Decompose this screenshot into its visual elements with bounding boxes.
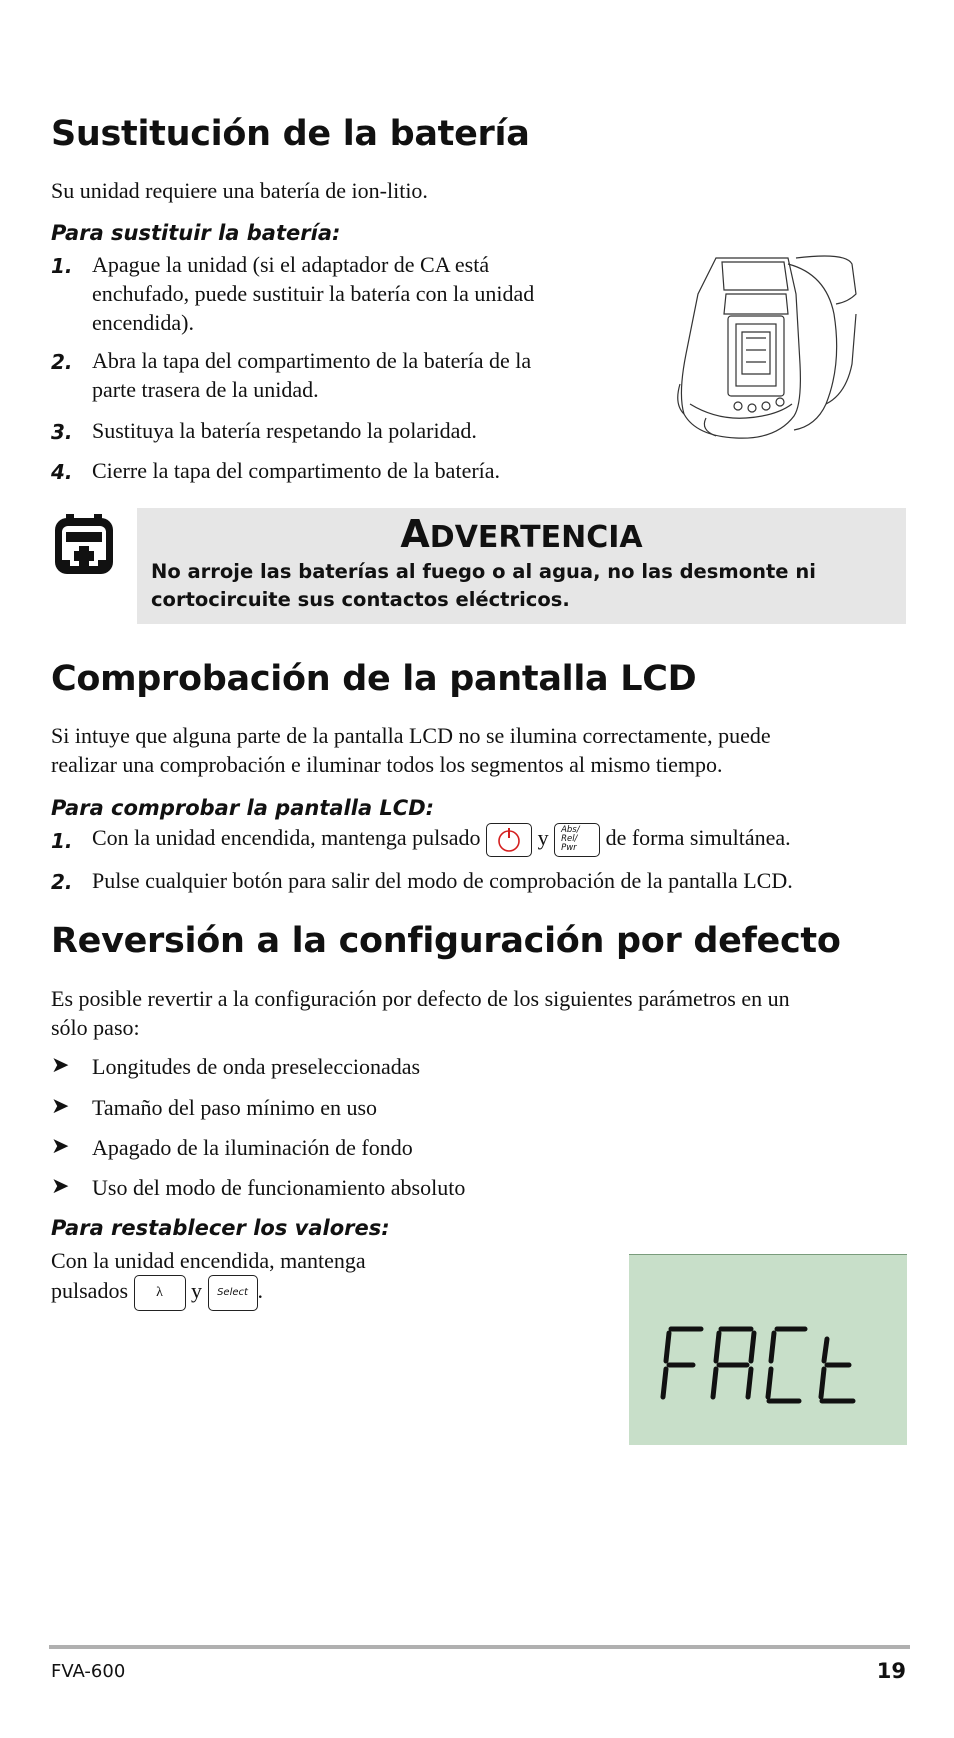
list-item: Longitudes de onda preseleccionadas <box>92 1054 421 1079</box>
warning-text: No arroje las baterías al fuego o al agua, no las desmonte ni cortocircuite sus contactos eléctricos. <box>151 560 816 611</box>
device-battery-illustration <box>676 254 862 442</box>
step-number: 3. <box>51 420 73 444</box>
lcd-display <box>629 1254 907 1445</box>
list-item: Uso del modo de funcionamiento absoluto <box>92 1175 466 1200</box>
arrow-bullet-icon: ➤ <box>51 1173 70 1198</box>
step-text: Apague la unidad (si el adaptador de CA está enchufado, puede sustituir la batería con la unidad encendida). <box>92 252 535 335</box>
section-title-lcd-test: Comprobación de la pantalla LCD <box>51 659 697 699</box>
footer-rule <box>49 1645 910 1649</box>
power-key <box>486 823 532 857</box>
list-item: Tamaño del paso mínimo en uso <box>92 1095 378 1120</box>
lcd-intro: Si intuye que alguna parte de la pantalla LCD no se ilumina correctamente, puede realizar una comprobación e iluminar todos los segmentos al mismo tiempo. <box>51 723 771 777</box>
step-text: Abra la tapa del compartimento de la batería de la parte trasera de la unidad. <box>92 348 532 402</box>
reset-instructions: Con la unidad encendida, mantenga pulsados λ y Select . <box>51 1246 366 1311</box>
section-title-battery: Sustitución de la batería <box>51 114 530 154</box>
step-number: 1. <box>51 254 73 278</box>
warning-title: ADVERTENCIA <box>400 512 643 556</box>
section-title-factory-reset: Reversión a la configuración por defecto <box>51 921 841 961</box>
arrow-bullet-icon: ➤ <box>51 1052 70 1077</box>
step-text: Pulse cualquier botón para salir del modo de comprobación de la pantalla LCD. <box>92 868 793 893</box>
page-number: 19 <box>876 1659 906 1683</box>
warning-box <box>137 508 906 624</box>
procedure-title-battery: Para sustituir la batería: <box>51 221 341 245</box>
procedure-title-reset: Para restablecer los valores: <box>51 1216 390 1240</box>
lcd-segment-readout <box>629 1255 907 1445</box>
footer-model: FVA-600 <box>51 1661 126 1682</box>
step-text: Cierre la tapa del compartimento de la batería. <box>92 458 501 483</box>
step-number: 1. <box>51 829 73 853</box>
lambda-key: λ <box>134 1275 186 1311</box>
warning-hazard-icon <box>52 512 116 578</box>
battery-intro: Su unidad requiere una batería de ion-litio. <box>51 178 428 203</box>
step-number: 2. <box>51 870 73 894</box>
arrow-bullet-icon: ➤ <box>51 1133 70 1158</box>
arrow-bullet-icon: ➤ <box>51 1093 70 1118</box>
step-number: 2. <box>51 350 73 374</box>
power-icon <box>487 824 531 856</box>
list-item: Apagado de la iluminación de fondo <box>92 1135 413 1160</box>
step-text: Sustituya la batería respetando la polaridad. <box>92 418 477 443</box>
select-key: Select <box>208 1275 258 1311</box>
step-number: 4. <box>51 460 73 484</box>
step-text: Con la unidad encendida, mantenga pulsado y Abs/ Rel/ Pwr de forma simultánea. <box>92 823 791 857</box>
reset-intro: Es posible revertir a la configuración por defecto de los siguientes parámetros en un sólo paso: <box>51 986 790 1040</box>
procedure-title-lcd: Para comprobar la pantalla LCD: <box>51 796 435 820</box>
abs-rel-pwr-key: Abs/ Rel/ Pwr <box>554 823 600 857</box>
